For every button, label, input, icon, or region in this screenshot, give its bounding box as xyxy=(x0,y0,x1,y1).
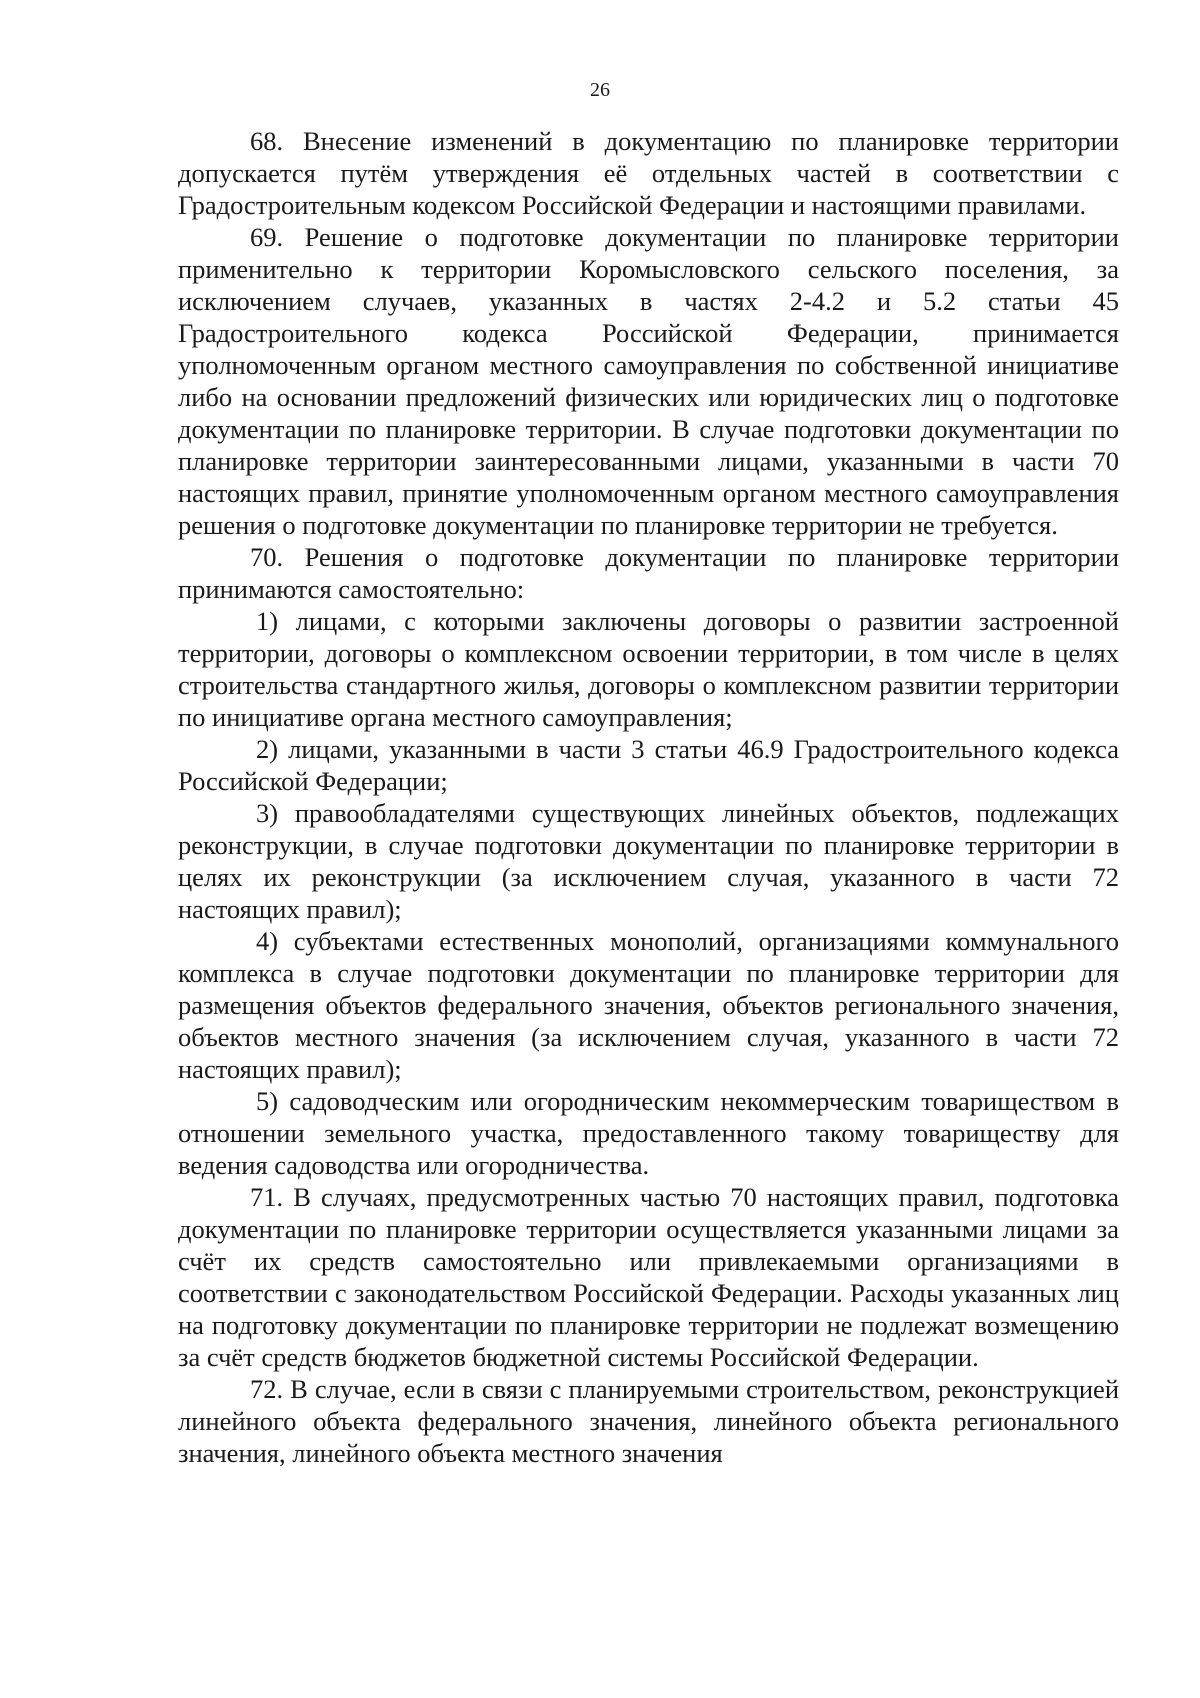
paragraph-71: 71. В случаях, предусмотренных частью 70 настоящих правил, подготовка документации по планировке территории осуществляется указанными лицами за счёт их средств самостоятельно или привлекаемыми организациями в соответствии с законодательством Российской Федерации. Расходы указанных лиц на подготовку документации по планировке территории не подлежат возмещению за счёт средств бюджетов бюджетной системы Российской Федерации. xyxy=(178,1182,1119,1372)
document-body xyxy=(178,125,1119,1469)
list-item-1: 1) лицами, с которыми заключены договоры о развитии застроенной территории, договоры о комплексном освоении территории, в том числе в целях строительства стандартного жилья, договоры о комплексном развитии территории по инициативе органа местного самоуправления; xyxy=(178,606,1119,732)
list-item-5: 5) садоводческим или огородническим некоммерческим товариществом в отношении земельного участка, предоставленного такому товариществу для ведения садоводства или огородничества. xyxy=(178,1086,1119,1180)
page-number: 26 xyxy=(590,79,610,101)
paragraph-72: 72. В случае, если в связи с планируемыми строительством, реконструкцией линейного объекта федерального значения, линейного объекта регионального значения, линейного объекта местного значения xyxy=(178,1374,1119,1468)
paragraph-69: 69. Решение о подготовке документации по планировке территории применительно к территории Коромысловского сельского поселения, за исключением случаев, указанных в частях 2-4.2 и 5.2 статьи 45 Градостроительного кодекса Российской Федерации, принимается уполномоченным органом местного самоуправления по собственной инициативе либо на основании предложений физических или юридических лиц о подготовке документации по планировке территории. В случае подготовки документации по планировке территории заинтересованными лицами, указанными в части 70 настоящих правил, принятие уполномоченным органом местного самоуправления решения о подготовке документации по планировке территории не требуется. xyxy=(178,222,1119,540)
paragraph-68: 68. Внесение изменений в документацию по планировке территории допускается путём утверждения её отдельных частей в соответствии с Градостроительным кодексом Российской Федерации и настоящими правилами. xyxy=(178,126,1119,220)
paragraph-70: 70. Решения о подготовке документации по планировке территории принимаются самостоятельно: xyxy=(178,542,1119,604)
list-item-4: 4) субъектами естественных монополий, организациями коммунального комплекса в случае подготовки документации по планировке территории для размещения объектов федерального значения, объектов регионального значения, объектов местного значения (за исключением случая, указанного в части 72 настоящих правил); xyxy=(178,926,1119,1084)
list-item-2: 2) лицами, указанными в части 3 статьи 46.9 Градостроительного кодекса Российской Федерации; xyxy=(178,734,1119,796)
list-item-3: 3) правообладателями существующих линейных объектов, подлежащих реконструкции, в случае подготовки документации по планировке территории в целях их реконструкции (за исключением случая, указанного в части 72 настоящих правил); xyxy=(178,798,1119,924)
